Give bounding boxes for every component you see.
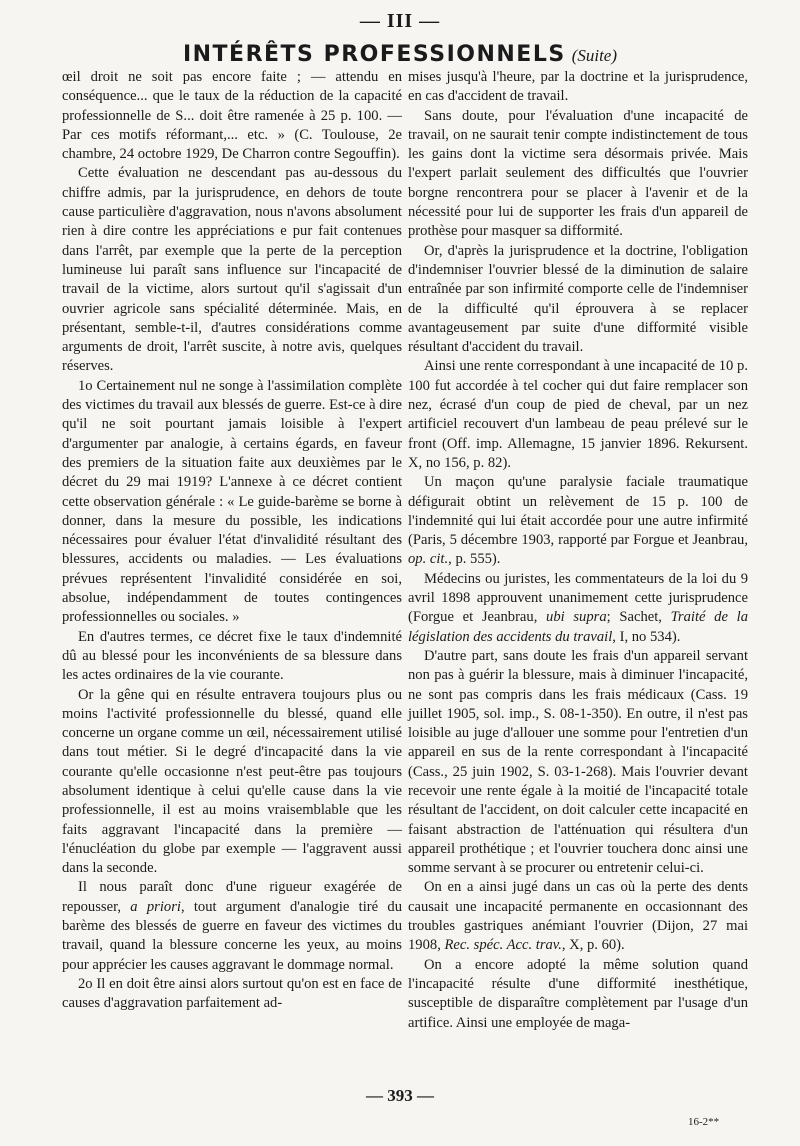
header-title: INTÉRÊTS PROFESSIONNELS (182, 42, 566, 67)
paragraph: On a encore adopté la même solution quand l'incapacité résulte d'une difformité inesthétique, susceptible de disparaître complètement par l'usage d'un artifice. Ainsi une employée de maga- (408, 956, 748, 1031)
paragraph (408, 473, 748, 569)
text-run: , I, no 534). (612, 628, 681, 645)
text-run: Médecins ou juristes, les commentateurs de la loi du 9 avril 1898 approuvent unanimement cette jurisprudence (Forgue et Jeanbrau, (408, 570, 748, 626)
text-run: ; Sachet, (606, 609, 671, 626)
right-column (408, 68, 748, 1033)
page-number: — 393 — (366, 1086, 434, 1105)
paragraph: Or, d'après la jurisprudence et la doctrine, l'obligation d'indemniser l'ouvrier blessé de la diminution de salaire entraînée par son infirmité comporte celle de l'indemniser de la difficulté qu'il éprouvera à se replacer avantageusement par suite d'une difformité visible résultant d'accident du travail. (408, 242, 748, 356)
paragraph (408, 878, 748, 955)
paragraph (408, 570, 748, 647)
paragraph (62, 878, 402, 974)
italic-run: Rec. spéc. Acc. trav. (444, 937, 562, 954)
text-run: On en a ainsi jugé dans un cas où la perte des dents causait une incapacité permanente en occasionnant des troubles gastriques anémiant l'ouvrier (Dijon, 27 mai 1908, (408, 879, 748, 954)
header-suite: (Suite) (571, 46, 618, 65)
text-run: , tout argument d'analogie tiré du barème des blessés de guerre en faveur des victimes du travail, quand la blessure concerne les yeux, au moins pour apprécier les causes aggravant le dommage normal. (62, 898, 402, 973)
paragraph: 2o Il en doit être ainsi alors surtout qu'on est en face de causes d'aggravation parfaitement ad- (62, 975, 402, 1012)
paragraph: 1o Certainement nul ne songe à l'assimilation complète des victimes du travail aux blessés de guerre. Est-ce à dire qu'il ne soit pourtant jamais loisible à l'expert d'argumenter par analogie, à certains égards, en faveur des premiers de la situation faite aux deuxièmes par le décret du 29 mai 1919? L'annexe à ce décret contient cette observation générale : « Le guide-barème se borne à donner, dans la mesure du possible, les indications nécessaires pour évaluer l'état d'invalidité résultant des blessures, accidents ou maladies. — Les évaluations prévues représentent l'invalidité considérée en soi, absolue, indépendamment de toutes contingences professionnelles ou sociales. » (62, 377, 402, 626)
text-run: , X, p. 60). (561, 937, 625, 954)
italic-run: a priori (130, 898, 181, 915)
text-run: , p. 555). (448, 551, 501, 568)
paragraph: Or la gêne qui en résulte entravera toujours plus ou moins l'activité professionnelle du blessé, quand elle concerne un organe comme un œil, nécessairement utilisé dans tout métier. Si le degré d'incapacité dans la vie courante qu'elle occasionne n'est peut-être pas toujours absolument identique à celui qu'elle cause dans la vie professionnelle, il est au moins vraisemblable que les faits aggravant l'incapacité dans la première — l'énucléation du globe par exemple — l'aggravent aussi dans la seconde. (62, 686, 402, 877)
paragraph: mises jusqu'à l'heure, par la doctrine et la jurisprudence, en cas d'accident de travail. (408, 69, 748, 105)
paragraph: En d'autres termes, ce décret fixe le taux d'indemnité dû au blessé pour les inconvénients de sa blessure dans les actes ordinaires de la vie courante. (62, 628, 402, 684)
paragraph: D'autre part, sans doute les frais d'un appareil servant non pas à guérir la blessure, mais à diminuer l'incapacité, ne sont pas compris dans les frais médicaux (Cass. 19 juillet 1905, sol. imp., S. 08-1-350). En outre, il n'est pas loisible au juge d'allouer une somme pour l'entretien d'un appareil en sus de la rente correspondant à l'incapacité (Cass., 25 juin 1902, S. 03-1-268). Mais l'ouvrier devant recevoir une rente égale à la moitié de l'incapacité totale résultant de l'accident, on doit calculer cette incapacité en faisant abstraction de l'atténuation qui résultera d'un appareil prothétique ; et l'ouvrier touchera donc ainsi une somme servant à se procurer ou entretenir celui-ci. (408, 647, 748, 877)
paragraph: Ainsi une rente correspondant à une incapacité de 10 p. 100 fut accordée à tel cocher qui dut faire remplacer son nez, écrasé d'un coup de pied de cheval, par un nez artificiel recouvert d'un lambeau de peau prélevé sur le front (Off. imp. Allemagne, 15 janvier 1896. Rekursent. X, no 156, p. 82). (408, 358, 748, 471)
italic-run: op. cit. (408, 551, 449, 568)
paragraph: œil droit ne soit pas encore faite ; — attendu en conséquence... que le taux de la réduction de la capacité professionnelle de S... doit être ramenée à 25 p. 100. — Par ces motifs réformant,... etc. » (C. Toulouse, 2e chambre, 24 octobre 1929, De Charron contre Segouffin). (62, 69, 402, 163)
left-column (62, 68, 402, 1014)
italic-run: ubi supra (546, 609, 607, 626)
printer-signature: 16-2** (688, 1116, 720, 1128)
paragraph: Sans doute, pour l'évaluation d'une incapacité de travail, on ne saurait tenir compte indistinctement de tous les gains dont la victime sera désormais privée. Mais l'expert parlait seulement des difficultés que l'ouvrier borgne rencontrera pour se placer à l'avenir et de la nécessité pour lui de supporter les frais d'un appareil de prothèse pour masquer sa difformité. (408, 107, 748, 240)
paragraph: Cette évaluation ne descendant pas au-dessous du chiffre admis, par la jurisprudence, en dehors de toute cause particulière d'aggravation, nous n'avons absolument rien à dire contre les appréciations e pur fait contenues dans l'arrêt, par exemple que la perte de la perception lumineuse lui paraît sans influence sur l'incapacité de travail de la victime, alors surtout qu'il s'agissait d'un ouvrier agricole sans spécialité déterminée. Mais, en présentant, semble-t-il, d'autres considérations comme arguments de droit, l'arrêt suscite, à notre avis, quelques réserves. (62, 165, 402, 375)
text-run: Un maçon qu'une paralysie faciale traumatique défigurait obtint un relèvement de 15 p. 100 de l'indemnité qui lui était accordée pour une autre infirmité (Paris, 5 décembre 1903, rapporté par Forgue et Jeanbrau, (408, 474, 748, 549)
running-page-number: — III — (359, 10, 441, 32)
section-header (0, 42, 800, 67)
text-run: Il nous paraît donc d'une rigueur exagérée de repousser, (62, 879, 402, 915)
italic-run: Traité de la législation des accidents du travail (408, 609, 748, 645)
